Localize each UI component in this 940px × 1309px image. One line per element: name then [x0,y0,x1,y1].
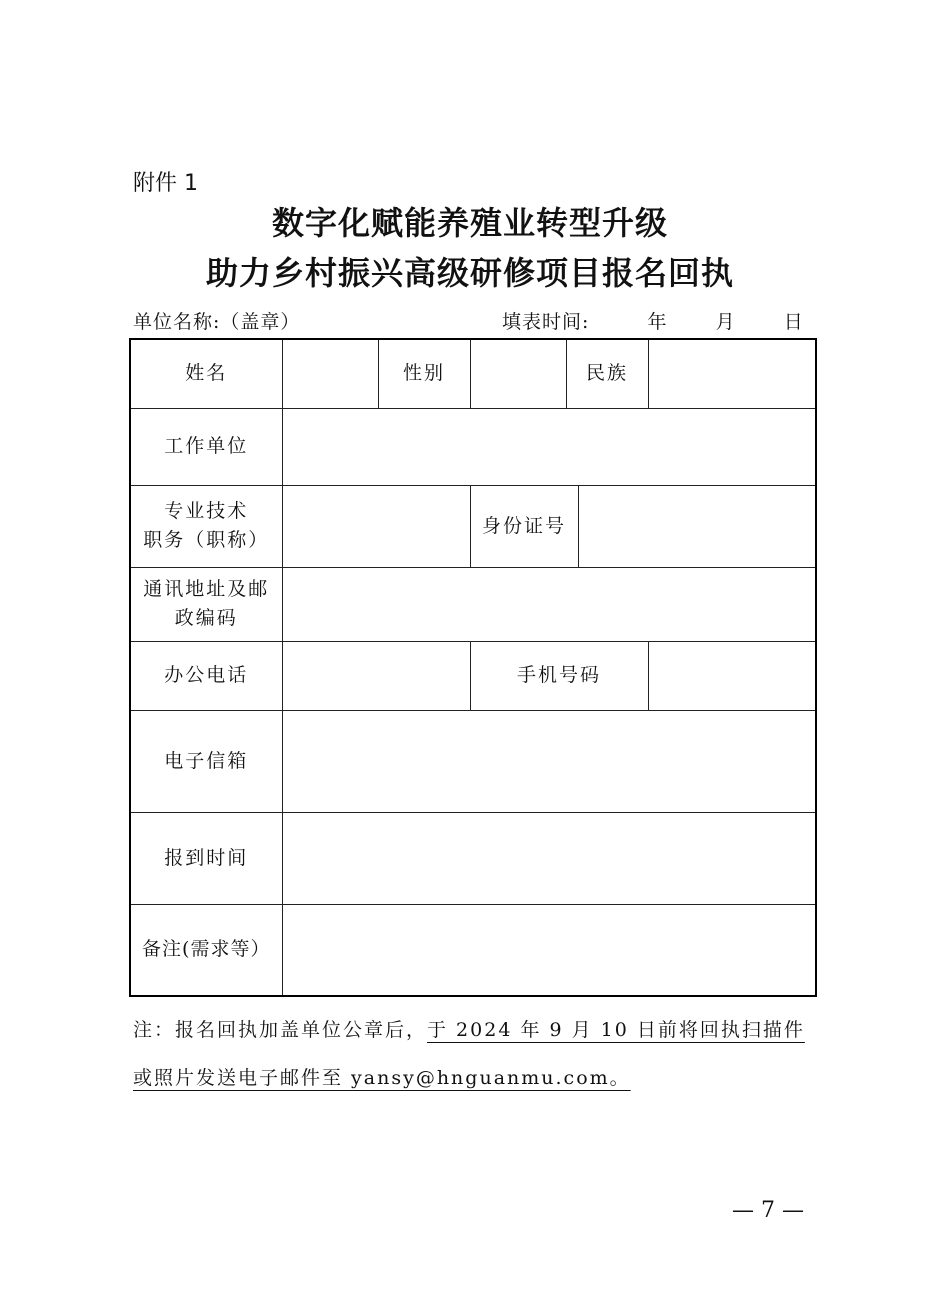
ethnicity-label: 民族 [566,339,648,408]
mobile-field[interactable] [648,641,816,710]
office-phone-label: 办公电话 [130,641,282,710]
work-unit-field[interactable] [282,408,816,485]
id-number-field[interactable] [578,485,816,567]
table-row [130,904,816,996]
document-title-line2: 助力乡村振兴高级研修项目报名回执 [205,254,734,292]
document-title-line1: 数字化赋能养殖业转型升级 [271,204,668,242]
note-deadline: 于 2024 年 9 月 10 日前将回执扫描件 [427,1019,805,1041]
fill-date-label: 填表时间: [502,311,590,333]
address-field[interactable] [282,567,816,641]
day-label: 日 [783,311,804,333]
table-row [130,812,816,904]
unit-name-label: 单位名称:（盖章） [133,311,301,333]
month-label: 月 [715,311,736,333]
ethnicity-field[interactable] [648,339,816,408]
table-row [130,567,816,641]
note-line1 [133,1015,805,1042]
gender-label: 性别 [378,339,470,408]
name-label: 姓名 [130,339,282,408]
fill-date [502,307,804,334]
note-email-instruction: 或照片发送电子邮件至 yansy@hnguanmu.com。 [133,1067,631,1089]
office-phone-field[interactable] [282,641,470,710]
table-row [130,339,816,408]
remarks-label: 备注(需求等） [130,904,282,996]
arrival-time-field[interactable] [282,812,816,904]
id-number-label: 身份证号 [470,485,578,567]
table-row [130,485,816,567]
year-label: 年 [647,311,668,333]
note-prefix: 注：报名回执加盖单位公章后， [133,1019,428,1041]
mobile-label: 手机号码 [470,641,648,710]
remarks-field[interactable] [282,904,816,996]
registration-form-table [129,338,817,997]
table-row [130,408,816,485]
arrival-time-label: 报到时间 [130,812,282,904]
note-line2 [133,1063,631,1090]
attachment-label: 附件 1 [133,171,198,196]
gender-field[interactable] [470,339,566,408]
page-number: — 7 — [732,1198,804,1223]
table-row [130,710,816,812]
professional-title-field[interactable] [282,485,470,567]
work-unit-label: 工作单位 [130,408,282,485]
email-label: 电子信箱 [130,710,282,812]
address-label: 通讯地址及邮 政编码 [130,567,282,641]
name-field[interactable] [282,339,378,408]
professional-title-label: 专业技术 职务（职称） [130,485,282,567]
table-row [130,641,816,710]
email-field[interactable] [282,710,816,812]
